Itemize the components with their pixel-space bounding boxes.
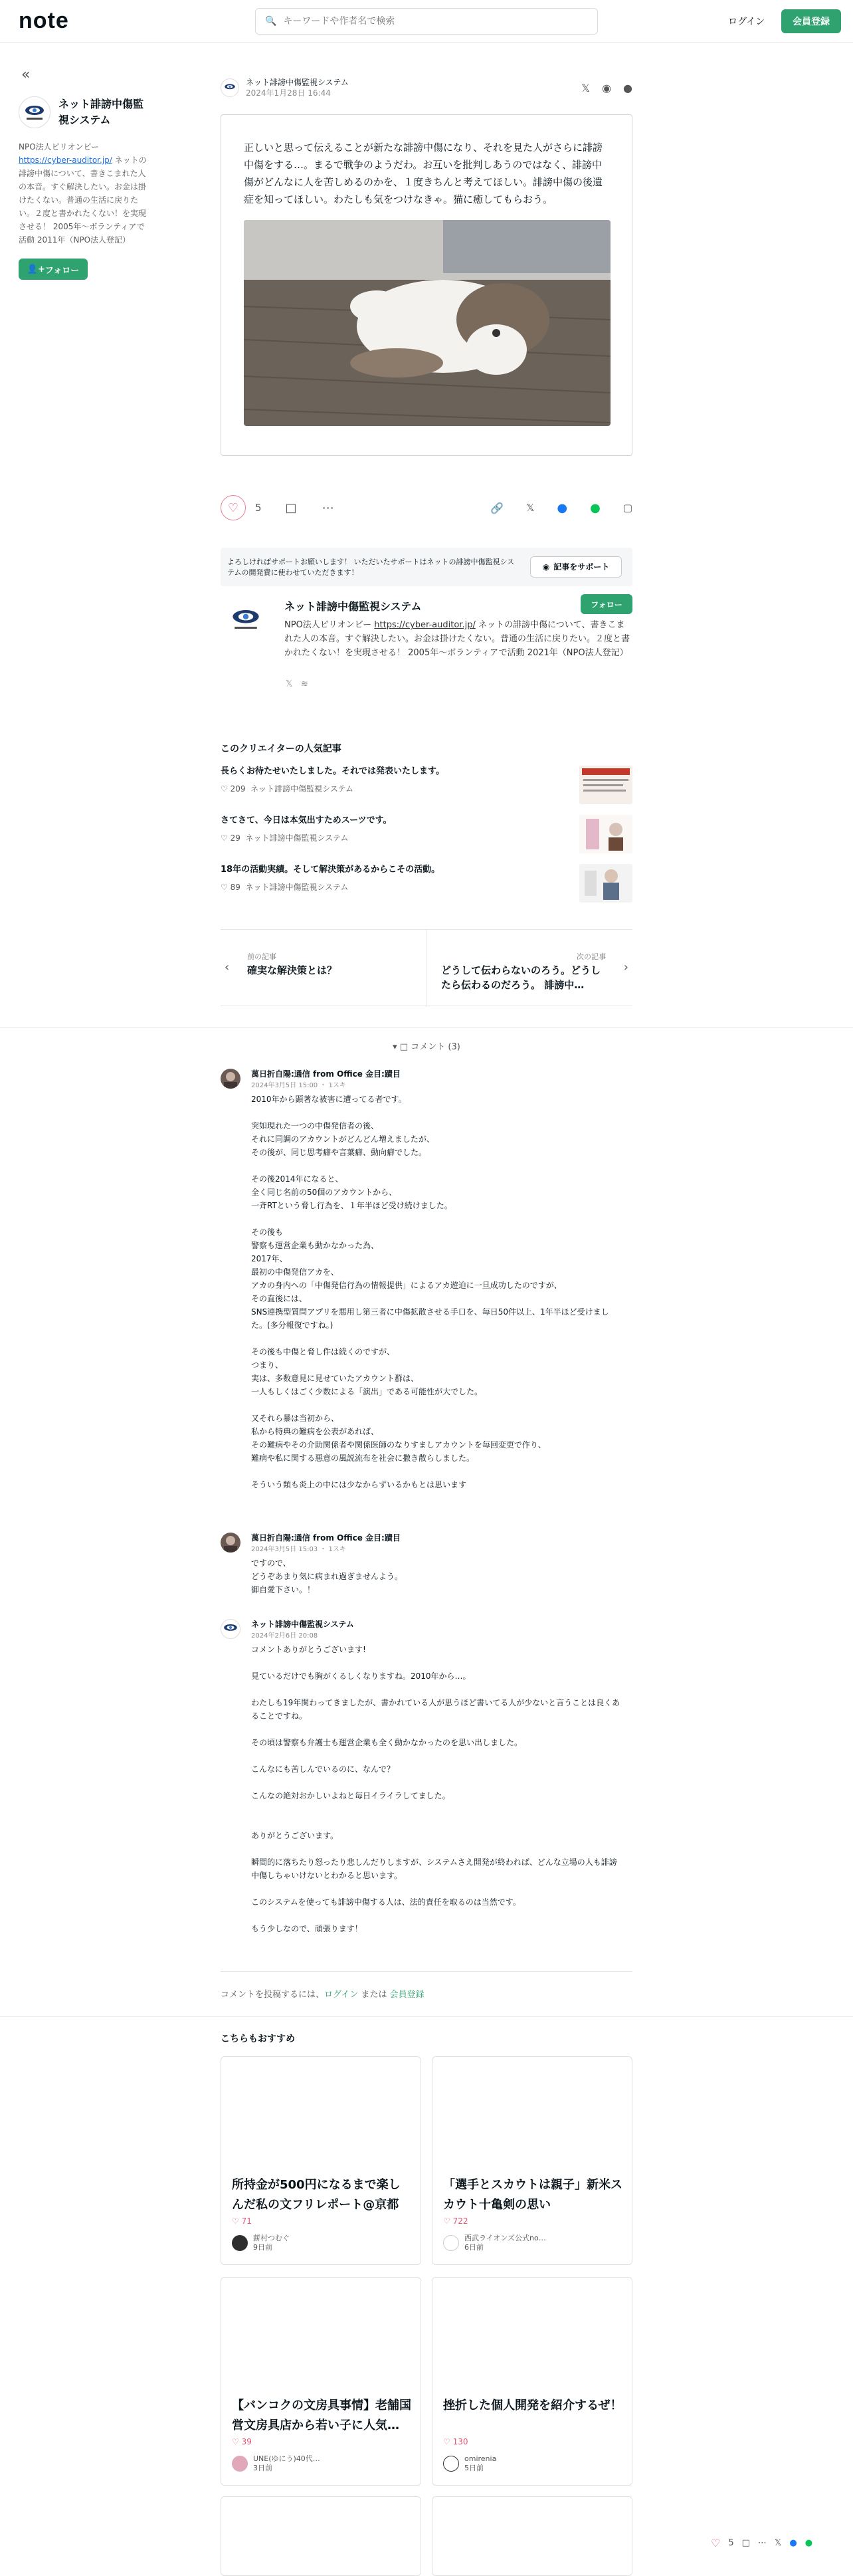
support-text: よろしければサポートお願いします！ いただいたサポートはネットの誹謗中傷監視システムの開発費に使わせていただきます！ bbox=[227, 558, 515, 577]
article-author[interactable]: ネット誹謗中傷監視システム bbox=[246, 78, 349, 87]
article-nav bbox=[221, 929, 632, 1006]
next-article-link[interactable]: 次の記事 どうして伝わらないのろう。どうしたら伝わるのだろう。 誹謗中… › bbox=[441, 952, 628, 991]
comments-toggle[interactable]: ▾ □ コメント (3) bbox=[393, 1042, 460, 1052]
article-embed[interactable] bbox=[221, 114, 632, 456]
commenter-name[interactable]: 萬日折自陽:通信 from Office 金目:蹟目 bbox=[251, 1533, 401, 1543]
comment-icon[interactable]: □ bbox=[741, 2537, 750, 2548]
note-logo[interactable]: note bbox=[19, 8, 69, 33]
floating-action-bar bbox=[707, 2531, 846, 2555]
recommend-card[interactable]: 「選手とスカウトは親子」新米スカウト十亀剣の思い ♡ 722 西武ライオンズ公式no… 6日前 bbox=[432, 2056, 632, 2265]
rss-icon[interactable]: ≋ bbox=[300, 679, 308, 689]
x-profile-icon[interactable]: 𝕏 bbox=[286, 679, 293, 689]
author-avatar-small[interactable] bbox=[221, 78, 239, 97]
article-body: 正しいと思って伝えることが新たな誹謗中傷になり、それを見た人がさらに誹謗中傷をする…。まるで戦争のようだわ。お互いを批判しあうのではなく、誹謗中傷がどんなに人を苦しめるのかを、１度きちんと考えてほしい。誹謗中傷の後遺症を知ってほしい。わたしも気をつけなきゃ。猫に癒してもらおう。 bbox=[244, 142, 603, 205]
prev-article-link[interactable]: ‹ 前の記事 確実な解決策とは？ bbox=[221, 930, 427, 1007]
author-sidebar bbox=[19, 66, 151, 280]
login-link[interactable]: ログイン bbox=[728, 17, 765, 27]
search-input[interactable] bbox=[283, 16, 597, 27]
commenter-avatar[interactable] bbox=[221, 1069, 240, 1089]
recommend-card[interactable]: 所持金が500円になるまで楽しんだ私の文フリレポート@京都 ♡ 71 薪村つむぐ 9日前 bbox=[221, 2056, 421, 2265]
cat-photo[interactable] bbox=[244, 220, 611, 426]
heart-icon: ♡ bbox=[443, 2216, 450, 2226]
card-author-avatar[interactable] bbox=[232, 2235, 248, 2251]
search-box[interactable] bbox=[255, 8, 598, 35]
author-avatar[interactable] bbox=[19, 96, 50, 128]
chevron-right-icon: › bbox=[623, 960, 628, 974]
sidebar-bio: NPO法人ビリオンビー https://cyber-auditor.jp/ ネットの誹謗中傷について、書きこまれた人の本音。すぐ解決したい。お金は掛けたくない。普通の生活に戻りたい。２度と書かれたくない！を実現させる！ 2005年〜ボランティアで活動 2011年（NPO法人登記） bbox=[19, 142, 147, 245]
popular-thumbnail[interactable] bbox=[579, 815, 632, 853]
support-box bbox=[221, 548, 632, 586]
creator-bio-link[interactable]: https://cyber-auditor.jp/ bbox=[374, 620, 476, 630]
line-icon[interactable]: ● bbox=[623, 81, 632, 94]
heart-icon: ♡ bbox=[232, 2216, 239, 2226]
user-plus-icon: 👤+ bbox=[27, 264, 45, 274]
support-button[interactable]: ◉ 記事をサポート bbox=[530, 556, 622, 578]
top-header bbox=[0, 0, 853, 43]
popular-item[interactable]: さてさて、今日は本気出すためスーツです。 ♡ 29 ネット誹謗中傷監視システム bbox=[221, 815, 632, 857]
commenter-avatar[interactable] bbox=[221, 1533, 240, 1553]
support-icon: ◉ bbox=[542, 562, 550, 572]
heart-icon: ♡ bbox=[443, 2437, 450, 2446]
recommend-card[interactable] bbox=[221, 2496, 421, 2576]
line-share-icon[interactable]: ● bbox=[590, 500, 601, 515]
sidebar-author[interactable] bbox=[19, 96, 151, 128]
card-author-avatar[interactable] bbox=[443, 2456, 459, 2472]
comment-login-prompt: コメントを投稿するには、ログイン または 会員登録 bbox=[221, 1990, 425, 2000]
x-share-icon[interactable]: 𝕏 bbox=[526, 502, 535, 514]
creator-name[interactable]: ネット誹謗中傷監視システム bbox=[284, 600, 422, 613]
creator-avatar[interactable] bbox=[227, 601, 264, 638]
commenter-name[interactable]: ネット誹謗中傷監視システム bbox=[251, 1620, 354, 1629]
commenter-name[interactable]: 萬日折自陽:通信 from Office 金目:蹟目 bbox=[251, 1069, 401, 1079]
popular-thumbnail[interactable] bbox=[579, 766, 632, 804]
signup-button[interactable]: 会員登録 bbox=[781, 9, 841, 33]
popular-item[interactable]: 長らくお待たせいたしました。それでは発表いたします。 ♡ 209 ネット誹謗中傷監視システム bbox=[221, 766, 632, 808]
creator-bio: NPO法人ビリオンビー https://cyber-auditor.jp/ ネットの誹謗中傷について、書きこまれた人の本音。すぐ解決したい。お金は掛けたくない。普通の生活に戻りたい。２度と書かれたくない！を実現させる！ 2005年〜ボランティアで活動 2021年（NPO法人登記） bbox=[284, 620, 630, 658]
sidebar-author-name[interactable]: ネット誹謗中傷監視システム bbox=[58, 98, 144, 126]
recommend-card[interactable]: 挫折した個人開発を紹介するぜ！ ♡ 130 omirenia 5日前 bbox=[432, 2277, 632, 2486]
comment-divider bbox=[221, 1971, 632, 1972]
card-author-avatar[interactable] bbox=[443, 2235, 459, 2251]
link-icon[interactable]: 🔗 bbox=[490, 501, 504, 514]
article-meta bbox=[221, 74, 632, 101]
comment-icon: □ bbox=[399, 1042, 409, 1052]
facebook-share-icon[interactable]: ● bbox=[557, 500, 568, 515]
comment-body: ですので、 どうぞあまり気に病まれ過ぎませんよう。 御自愛下さい。！ bbox=[251, 1558, 403, 1594]
like-heart-icon[interactable]: ♡ bbox=[711, 2536, 721, 2549]
heart-icon: ♡ bbox=[221, 784, 228, 794]
recommend-card[interactable] bbox=[432, 2496, 632, 2576]
note-share-icon[interactable]: ▢ bbox=[622, 502, 632, 514]
comment-date: 2024年3月5日 15:00 ・ 1スキ bbox=[251, 1082, 346, 1089]
line-share-icon[interactable]: ● bbox=[805, 2537, 813, 2548]
popular-thumbnail[interactable] bbox=[579, 864, 632, 903]
comment-icon[interactable]: □ bbox=[285, 500, 297, 515]
search-icon: 🔍 bbox=[265, 16, 277, 27]
section-divider bbox=[0, 2016, 853, 2017]
caret-down-icon: ▾ bbox=[393, 1042, 397, 1052]
heart-icon: ♡ bbox=[221, 833, 228, 843]
comment-date: 2024年2月6日 20:08 bbox=[251, 1632, 318, 1640]
facebook-share-icon[interactable]: ● bbox=[789, 2537, 797, 2548]
section-divider bbox=[0, 1027, 853, 1028]
article-actions bbox=[221, 493, 632, 522]
chevron-left-icon: ‹ bbox=[225, 960, 230, 974]
heart-icon: ♡ bbox=[232, 2437, 239, 2446]
more-icon[interactable]: ⋯ bbox=[322, 500, 334, 515]
heart-icon: ♡ bbox=[221, 883, 228, 892]
collapse-sidebar-icon[interactable]: « bbox=[21, 66, 31, 83]
recommend-title: こちらもおすすめ bbox=[221, 2034, 296, 2044]
like-heart-icon[interactable]: ♡ bbox=[221, 495, 246, 520]
author-reply-avatar[interactable] bbox=[221, 1619, 240, 1639]
x-share-icon[interactable]: 𝕏 bbox=[774, 2537, 782, 2548]
recommend-card[interactable]: 【バンコクの文房具事情】老舗国営文房具店から若い子に人気… ♡ 39 UNE(ゆにう)40代… 3日前 bbox=[221, 2277, 421, 2486]
floating-like-count: 5 bbox=[728, 2537, 734, 2548]
sidebar-bio-link[interactable]: https://cyber-auditor.jp/ bbox=[19, 156, 112, 165]
facebook-icon[interactable]: ◉ bbox=[602, 81, 612, 94]
more-icon[interactable]: ⋯ bbox=[757, 2537, 767, 2548]
comment-date: 2024年3月5日 15:03 ・ 1スキ bbox=[251, 1546, 346, 1553]
comment-signup-link[interactable]: 会員登録 bbox=[389, 1990, 425, 2000]
comment-body: 2010年から顕著な被害に遭ってる者です。 突如現れた一つの中傷発信者の後、 それに同調のアカウントがどんどん増えましたが、 その後が、同じ思考癖や言葉癖、動向癖でした。 その後2014年になると、 全く同じ名前の50個のアカウントから、 一斉RTという脅し行為を、１年半ほど受け続けました。 その後も 警察も運営企業も動かなかった為、 2017年、 最初の中傷発信アカを、 アカの身内への「中傷発信行為の情報提供」によるアカ遊迫に一旦成功したのですが、 その直後には、 SNS連携型質問アプリを悪用し第三者に中傷拡散させる手口を、毎日50件以上、1年半ほど受けました。(多分報復ですね。) その後も中傷と脅し件は続くのですが、 つまり、 実は、多数意見に見せていたアカウント群は、 一人もしくはごく少数による「演出」である可能性が大でした。 又それら暴は当初から、 私から特典の難病を公表があれば、 その難病やその介助関係者や関係医師のなりすましアカウントを毎回変更で作り、 難病や私に関する悪意の風説流布を社会に撒き散らしました。 そういう類も炎上の中には少なからずいるかもとは思います bbox=[251, 1095, 609, 1489]
creator-follow-button[interactable]: フォロー bbox=[581, 594, 632, 614]
comment-body: コメントありがとうございます! 見ているだけでも胸がくるしくなりますね。2010年から…。 わたしも19年関わってきましたが、書かれている人が思うほど書いてる人が少ないと言うことは良くあることですね。 その頃は警察も弁護士も運営企業も全く動かなかったのを思い出しました。 こんなにも苦しんでいるのに、なんで？ こんなの絶対おかしいよねと毎日イライラしてました。 ありがとうございます。 瞬間的に落ちたり怒ったり悲しんだりしますが、システムさえ開発が終われば、どんな立場の人も誹謗中傷しちゃいけないとわかると思います。 このシステムを使っても誹謗中傷する人は、法的責任を取るのは当然です。 もう少しなので、頑張ります！ bbox=[251, 1645, 620, 1933]
like-count: 5 bbox=[255, 502, 262, 514]
sidebar-follow-button[interactable]: 👤+ フォロー bbox=[19, 259, 88, 280]
card-author-avatar[interactable] bbox=[232, 2456, 248, 2472]
article-date: 2024年1月28日 16:44 bbox=[246, 88, 331, 98]
popular-item[interactable]: 18年の活動実績。そして解決策があるからこその活動。 ♡ 89 ネット誹謗中傷監視システム bbox=[221, 864, 632, 907]
x-share-icon[interactable]: 𝕏 bbox=[581, 81, 591, 94]
comment-login-link[interactable]: ログイン bbox=[324, 1990, 359, 2000]
popular-title: このクリエイターの人気記事 bbox=[221, 744, 341, 754]
popular-articles bbox=[221, 742, 632, 755]
